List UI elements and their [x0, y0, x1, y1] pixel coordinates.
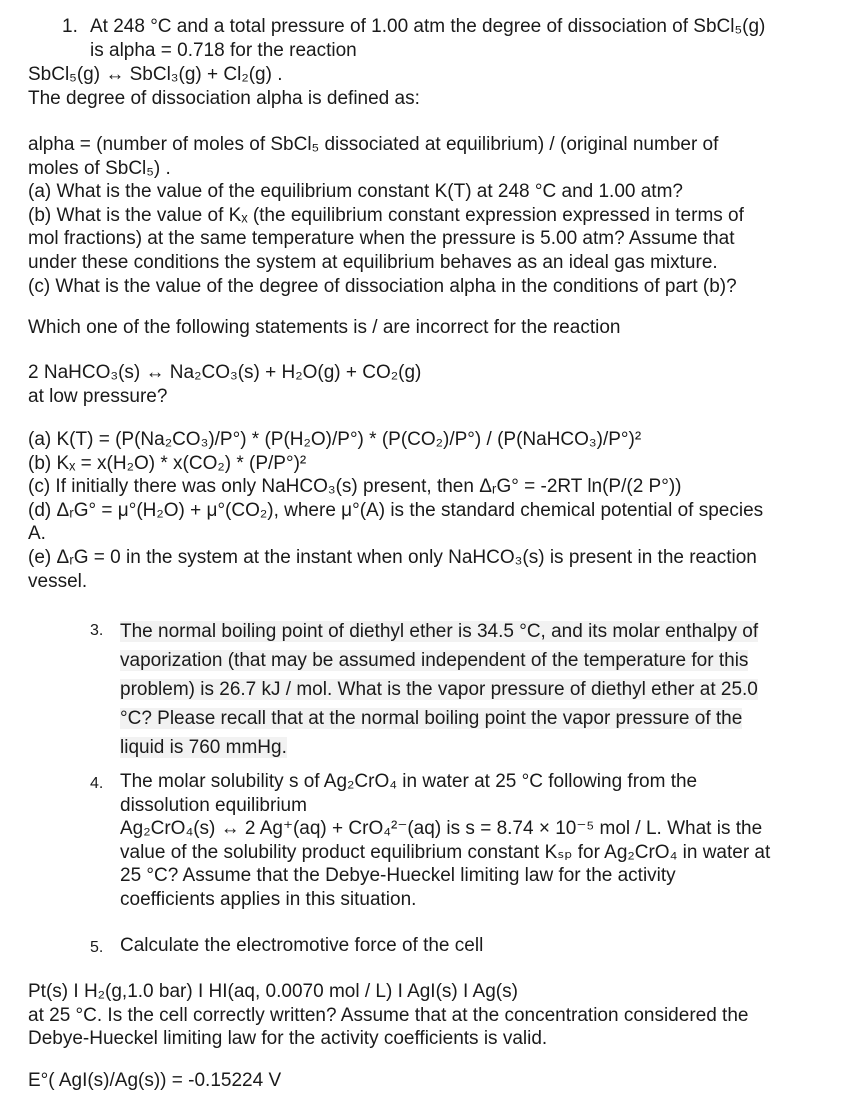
question-2-reaction [28, 361, 828, 408]
q2-question: Which one of the following statements is / are incorrect for the reaction [28, 317, 621, 338]
q2-option-e: (e) ΔᵣG = 0 in the system at the instant when only NaHCO₃(s) is present in the reaction [28, 546, 757, 568]
q4-line-3: Ag₂CrO₄(s) ↔ 2 Ag⁺(aq) + CrO₄²⁻(aq) is s = 8.74 × 10⁻⁵ mol / L. What is the [120, 818, 763, 840]
q1-part-b-line-1: (b) What is the value of Kₓ (the equilibrium constant expression expressed in terms of [28, 204, 744, 226]
q5-line-1: at 25 °C. Is the cell correctly written? Assume that at the concentration considered the [28, 1004, 749, 1026]
question-1-body [28, 63, 828, 110]
q3-line-2: vaporization (that may be assumed independent of the temperature for this [120, 650, 749, 671]
question-3-number: 3. [90, 622, 104, 639]
q5-cell: Pt(s) I H₂(g,1.0 bar) I HI(aq, 0.0070 mol / L) I AgI(s) I Ag(s) [28, 981, 518, 1002]
q1-reaction: SbCl₅(g) ↔ SbCl₃(g) + Cl₂(g) . [28, 64, 283, 85]
question-5-body [28, 980, 828, 1051]
q3-line-1: The normal boiling point of diethyl ether is 34.5 °C, and its molar enthalpy of [120, 621, 759, 642]
q4-line-4: value of the solubility product equilibrium constant Kₛₚ for Ag₂CrO₄ in water at [120, 841, 771, 863]
question-5-potential [28, 1069, 828, 1093]
q2-option-d: (d) ΔᵣG° = μ°(H₂O) + μ°(CO₂), where μ°(A) is the standard chemical potential of species [28, 499, 764, 521]
q1-intro-line-2: is alpha = 0.718 for the reaction [90, 39, 357, 61]
q2-option-b: (b) Kₓ = x(H₂O) * x(CO₂) * (P/P°)² [28, 452, 307, 474]
q5-line-2: Debye-Hueckel limiting law for the activity coefficients is valid. [28, 1028, 548, 1050]
q2-option-e-cont: vessel. [28, 570, 88, 592]
q4-line-1: The molar solubility s of Ag₂CrO₄ in water at 25 °C following from the [120, 771, 698, 792]
question-4-number: 4. [90, 775, 104, 792]
q4-line-6: coefficients applies in this situation. [120, 888, 417, 910]
q3-line-5: liquid is 760 mmHg. [120, 737, 287, 758]
q1-definition-intro: The degree of dissociation alpha is defined as: [28, 87, 420, 109]
q3-line-3: problem) is 26.7 kJ / mol. What is the vapor pressure of diethyl ether at 25.0 [120, 679, 758, 700]
q3-line-4: °C? Please recall that at the normal boiling point the vapor pressure of the [120, 708, 743, 729]
question-1-definition [28, 133, 828, 298]
q1-definition-line-1: alpha = (number of moles of SbCl₅ dissociated at equilibrium) / (original number of [28, 134, 719, 155]
question-2 [28, 316, 828, 340]
q4-line-2: dissolution equilibrium [120, 794, 307, 816]
q1-part-a: (a) What is the value of the equilibrium constant K(T) at 248 °C and 1.00 atm? [28, 181, 683, 203]
q2-condition: at low pressure? [28, 385, 168, 407]
q4-line-5: 25 °C? Assume that the Debye-Hueckel limiting law for the activity [120, 865, 676, 887]
q2-option-c: (c) If initially there was only NaHCO₃(s) present, then ΔᵣG° = -2RT ln(P/(2 P°)) [28, 476, 682, 498]
q5-potential: E°( AgI(s)/Ag(s)) = -0.15224 V [28, 1070, 282, 1091]
question-2-options [28, 428, 828, 593]
q1-part-c: (c) What is the value of the degree of dissociation alpha in the conditions of part (b)? [28, 275, 737, 297]
q2-option-d-cont: A. [28, 523, 46, 545]
q2-reaction: 2 NaHCO₃(s) ↔ Na₂CO₃(s) + H₂O(g) + CO₂(g) [28, 362, 422, 383]
question-5-number: 5. [90, 939, 104, 956]
q5-title: Calculate the electromotive force of the cell [120, 935, 484, 956]
q1-intro-line-1: At 248 °C and a total pressure of 1.00 atm the degree of dissociation of SbCl₅(g) [90, 16, 766, 37]
question-1-number: 1. [62, 16, 78, 37]
q1-definition-line-2: moles of SbCl₅) . [28, 157, 171, 179]
q1-part-b-line-3: under these conditions the system at equilibrium behaves as an ideal gas mixture. [28, 251, 718, 273]
q1-part-b-line-2: mol fractions) at the same temperature when the pressure is 5.00 atm? Assume that [28, 228, 735, 250]
q2-option-a: (a) K(T) = (P(Na₂CO₃)/P°) * (P(H₂O)/P°) * (P(CO₂)/P°) / (P(NaHCO₃)/P°)² [28, 429, 642, 450]
